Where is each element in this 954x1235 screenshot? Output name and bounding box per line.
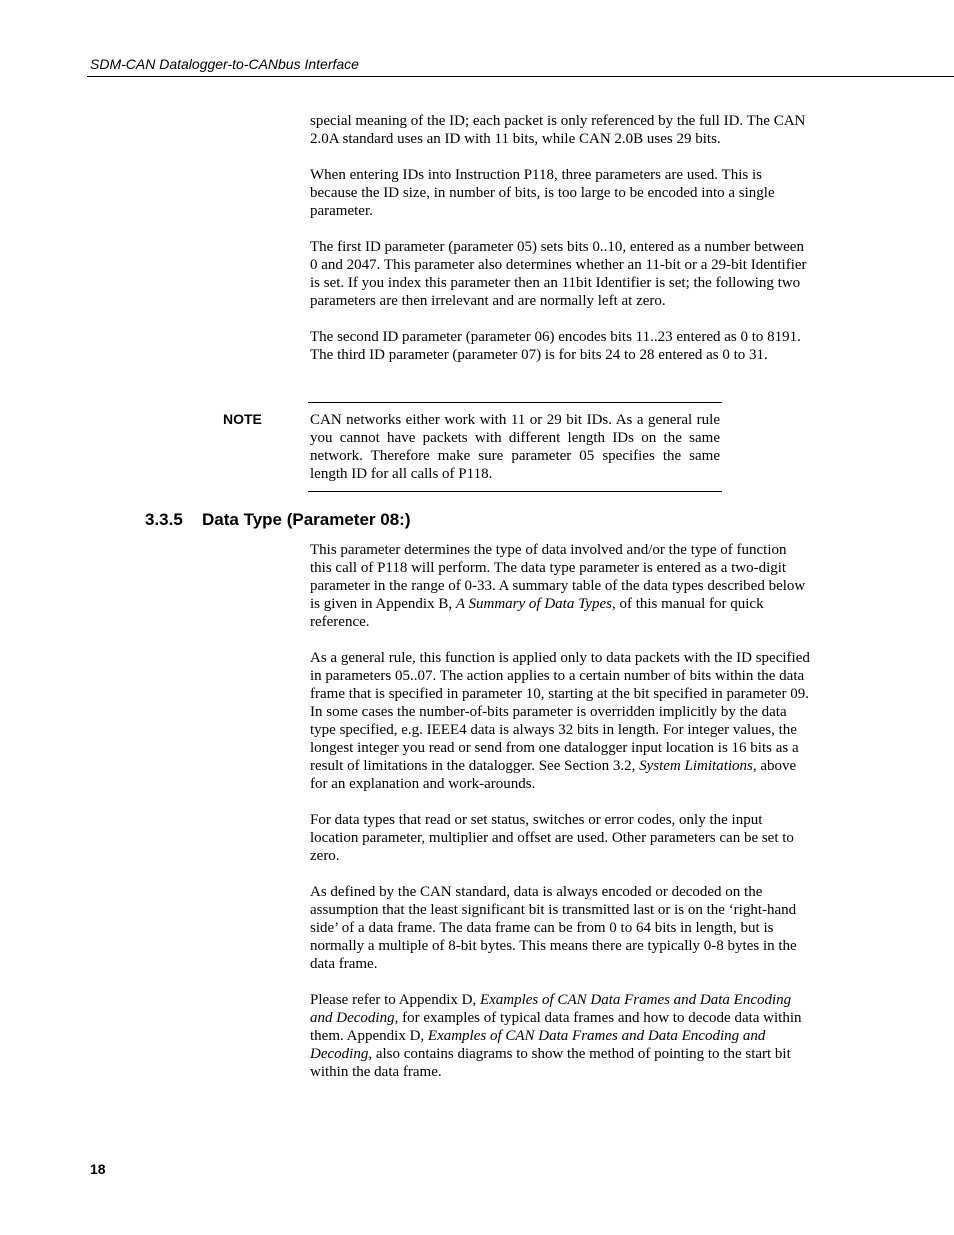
section-text-block	[310, 541, 810, 1099]
page-number: 18	[90, 1161, 106, 1177]
paragraph-text: As a general rule, this function is applied only to data packets with the ID specified in parameters 05..07. The action applies to a certain number of bits within the data frame that is specified in parameter 10, starting at the bit specified in parameter 09. In some cases the number-of-bits parameter is overridden implicitly by the data type specified, e.g. IEEE4 data is always 32 bits in length. For integer values, the longest integer you read or send from one datalogger input location is 16 bits as a result of limitations in the datalogger. See Section 3.2,	[310, 650, 810, 774]
paragraph-text: , of this manual for quick reference.	[310, 596, 764, 630]
paragraph-text: The first ID parameter (parameter 05) sets bits 0..10, entered as a number between 0 and 2047. This parameter also determines whether an 11-bit or a 29-bit Identifier is set. If you index this parameter then an 11bit Identifier is set; the following two parameters are then irrelevant and are normally left at zero.	[310, 239, 807, 309]
paragraph	[310, 883, 810, 973]
paragraph-text: , for examples of typical data frames and how to decode data within them. Appendix D,	[310, 1010, 802, 1044]
paragraph-text: , also contains diagrams to show the method of pointing to the start bit within the data frame.	[310, 1046, 791, 1080]
paragraph	[310, 166, 810, 220]
paragraph	[310, 112, 810, 148]
paragraph-italic-text: Examples of CAN Data Frames and Data Encoding and Decoding	[310, 1028, 766, 1062]
paragraph-italic-text: Examples of CAN Data Frames and Data Encoding and Decoding	[310, 992, 792, 1026]
paragraph-italic-text: A Summary of Data Types	[455, 596, 612, 612]
paragraph-text: When entering IDs into Instruction P118, three parameters are used. This is because the ID size, in number of bits, is too large to be encoded into a single parameter.	[310, 167, 775, 219]
note-label: NOTE	[223, 411, 262, 427]
section-heading	[145, 510, 411, 530]
section-title: Data Type (Parameter 08:)	[202, 510, 411, 529]
note-top-rule	[308, 402, 722, 403]
header-rule	[87, 76, 954, 77]
note-text: CAN networks either work with 11 or 29 bit IDs. As a general rule you cannot have packets with different length IDs on the same network. Therefore make sure parameter 05 specifies the same length ID for all calls of P118.	[310, 412, 720, 482]
paragraph-text: , above for an explanation and work-arounds.	[310, 758, 797, 792]
paragraph-italic-text: System Limitations	[639, 758, 753, 774]
paragraph	[310, 991, 810, 1081]
paragraph	[310, 541, 810, 631]
paragraph-text: As defined by the CAN standard, data is always encoded or decoded on the assumption that the least significant bit is transmitted last or is on the ‘right-hand side’ of a data frame. The data frame can be from 0 to 64 bits in length, but is normally a multiple of 8-bit bytes. This means there are typically 0-8 bytes in the data frame.	[310, 884, 797, 972]
paragraph-text: This parameter determines the type of data involved and/or the type of function this call of P118 will perform. The data type parameter is entered as a two-digit parameter in the range of 0-33. A summary table of the data types described below is given in Appendix B,	[310, 542, 806, 612]
paragraph-text: special meaning of the ID; each packet is only referenced by the full ID. The CAN 2.0A standard uses an ID with 11 bits, while CAN 2.0B uses 29 bits.	[310, 113, 806, 147]
paragraph	[310, 811, 810, 865]
paragraph	[310, 649, 810, 793]
paragraph-text: The second ID parameter (parameter 06) encodes bits 11..23 entered as 0 to 8191. The third ID parameter (parameter 07) is for bits 24 to 28 entered as 0 to 31.	[310, 329, 801, 363]
paragraph	[310, 238, 810, 310]
section-number: 3.3.5	[145, 510, 183, 529]
paragraph-text: For data types that read or set status, switches or error codes, only the input location parameter, multiplier and offset are used. Other parameters can be set to zero.	[310, 812, 794, 864]
running-header: SDM-CAN Datalogger-to-CANbus Interface	[90, 56, 359, 72]
note-bottom-rule	[308, 491, 722, 492]
intro-text-block	[310, 112, 810, 382]
paragraph-text: Please refer to Appendix D,	[310, 992, 480, 1008]
paragraph	[310, 328, 810, 364]
